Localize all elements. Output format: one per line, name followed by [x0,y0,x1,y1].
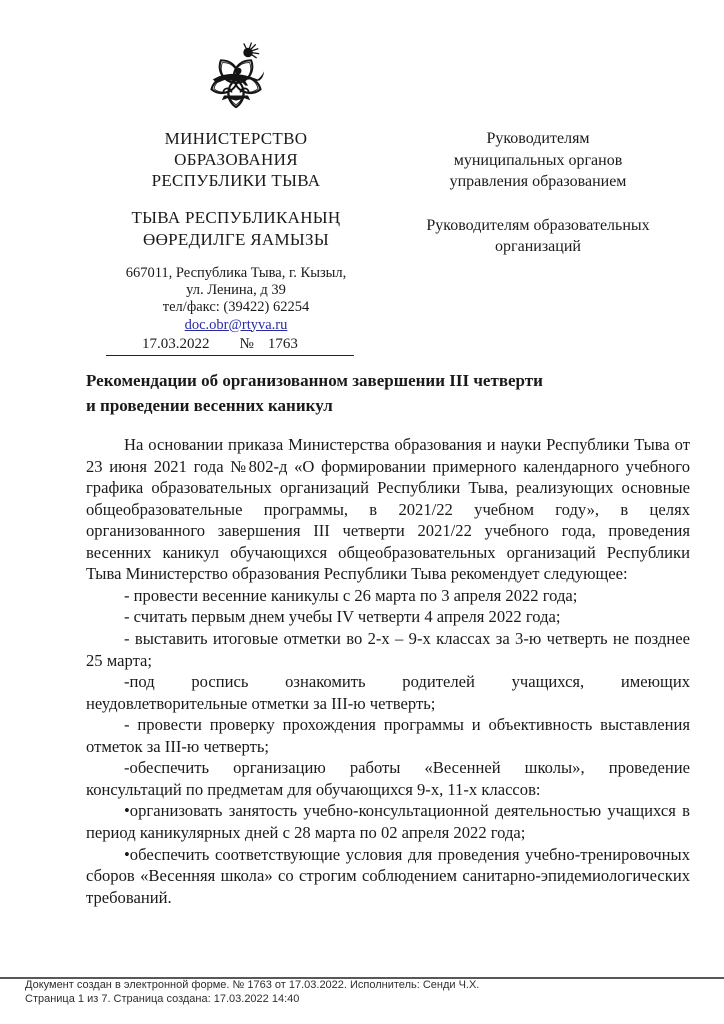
document-date: 17.03.2022 [142,336,210,353]
body-paragraph: - считать первым днем учебы IV четверти 4 апреля 2022 года; [124,607,561,627]
document-title-line: Рекомендации об организованном завершении III четверти [86,371,543,391]
body-paragraph: •организовать занятость учебно-консультационной деятельностью учащихся в период каникулярных дней с 28 марта по 02 апреля 2022 года; [86,801,690,842]
recipient-line: организаций [495,238,581,255]
letterhead [86,40,690,356]
tyva-coat-of-arms-icon [190,40,282,126]
sender-address [86,265,386,317]
ministry-name-ru [86,128,386,191]
body-paragraph: •обеспечить соответствующие условия для проведения учебно-тренировочных сборов «Весенняя школа» со строгим соблюдением санитарно-эпидемиологических требований. [86,844,690,907]
ministry-name-ru-line: МИНИСТЕРСТВО [164,129,308,148]
date-number-line [106,336,354,356]
address-line: тел/факс: (39422) 62254 [162,299,310,316]
recipient-line: муниципальных органов [453,151,623,169]
document-title-line: и проведении весенних каникул [86,396,333,416]
body-paragraph: - выставить итоговые отметки во 2-х – 9-х классах за 3-ю четверть не позднее 25 марта; [86,629,690,670]
recipient-line: Руководителям [486,130,590,147]
ribbon-banner [222,95,250,100]
footer-bar [0,977,724,1007]
body-paragraph: На основании приказа Министерства образования и науки Республики Тыва от 23 июня 2021 года №802-д «О формировании примерного календарного учебного графика образовательных организаций Республики Тыва, реализующих основные общеобразовательные программы, в 2021/22 учебном году», в целях организованного завершения III четверти 2021/22 учебного года, проведения весенних каникул обучающихся общеобразовательных организаций Республики Тыва Министерство образования Республики Тыва рекомендует следующее: [86,435,690,584]
ministry-name-ru-line: ОБРАЗОВАНИЯ [174,150,298,169]
body-paragraph: -обеспечить организацию работы «Весенней школы», проведение консультаций по предметам для обучающихся 9-х, 11-х классов: [86,758,690,799]
footer-line: Страница 1 из 7. Страница создана: 17.03.2022 14:40 [25,992,300,1005]
document-body [86,434,690,908]
recipient-line: Руководителям образовательных [426,216,650,234]
recipient-municipal [386,128,690,193]
ministry-name-tyv-line: ТЫВА РЕСПУБЛИКАНЫҢ [131,208,341,227]
sender-block [86,40,386,356]
recipients-block [386,40,690,356]
ministry-name-tyv-line: ӨӨРЕДИЛГЕ ЯАМЫЗЫ [143,229,329,249]
email-line [86,317,386,335]
document-number: 1763 [267,336,298,353]
ministry-name-ru-line: РЕСПУБЛИКИ ТЫВА [151,171,321,190]
body-paragraph: - провести весенние каникулы с 26 марта по 3 апреля 2022 года; [124,585,578,605]
recipient-line: управления образованием [449,173,627,190]
body-paragraph: -под роспись ознакомить родителей учащихся, имеющих неудовлетворительные отметки за III-ю четверть; [86,672,690,713]
document-content [86,40,690,908]
address-line: 667011, Республика Тыва, г. Кызыл, [125,265,347,281]
address-line: ул. Ленина, д 39 [186,282,286,299]
document-title [86,368,690,418]
body-paragraph: - провести проверку прохождения программы и объективность выставления отметок за III-ю четверть; [86,715,690,756]
footer-line: Документ создан в электронной форме. № 1763 от 17.03.2022. Исполнитель: Сенди Ч.Х. [25,979,480,991]
ministry-name-tyv [86,207,386,250]
recipient-educational [386,215,690,258]
number-sign: № [239,336,254,353]
email-link[interactable]: doc.obr@rtyva.ru [184,316,288,333]
sun-icon [243,48,252,57]
